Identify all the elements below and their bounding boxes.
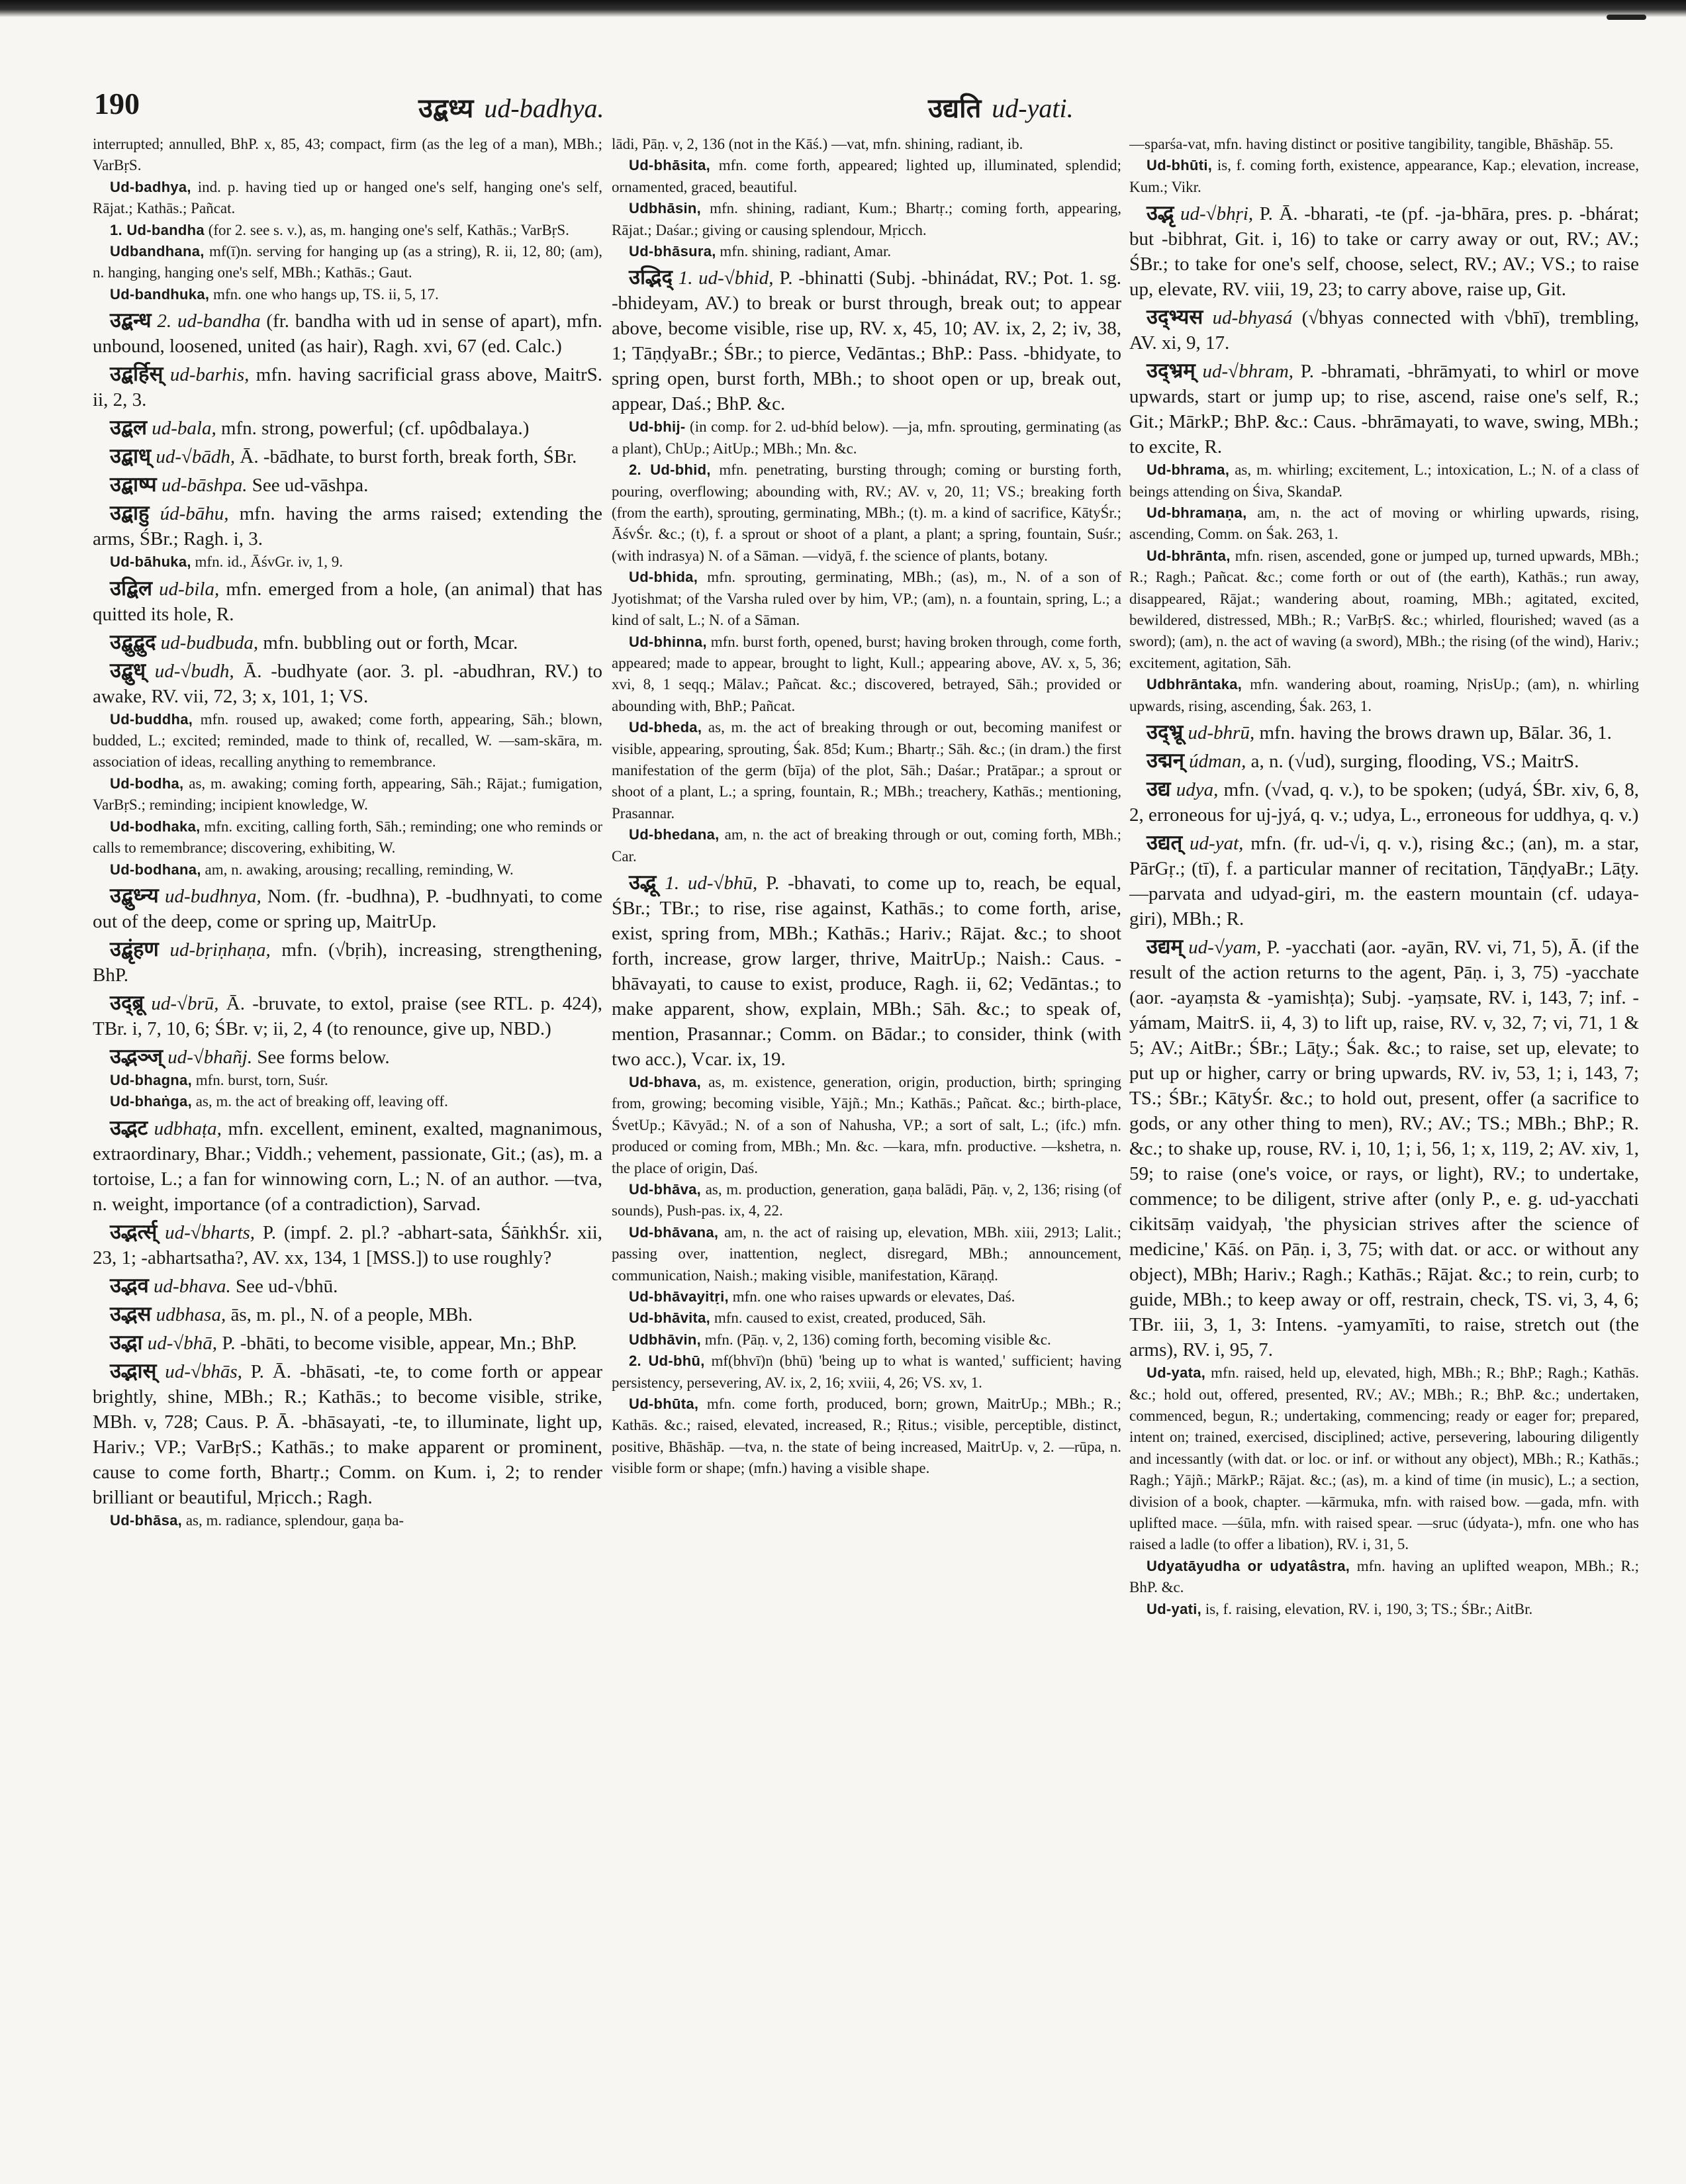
entry-definition: P. Ā. -bharati, -te (pf. -ja-bhāra, pres. p. -bhárat; but -bibhrat, Git. i, 16) to take or carry away or out, RV.; AV.; ŚBr.; to take for one's self, choose, select, RV.; AV.; VS.; to raise up, elevate, RV. viii, 19, 23; to carry above, raise up, Git. bbox=[1129, 203, 1639, 301]
dictionary-entry bbox=[93, 1510, 602, 1531]
dictionary-entry bbox=[1129, 502, 1639, 546]
entry-definition: mfn. strong, powerful; (cf. upôdbalaya.) bbox=[220, 418, 530, 440]
entry-definition: P. -bhramati, -bhrāmyati, to whirl or move upwards, start or jump up; to rise, ascend, raise one's self, R.; Git.; MārkP.; BhP. &c.: Caus. -bhrāmayati, to wave, swing, MBh.; to excite, R. bbox=[1129, 361, 1639, 458]
headword: Udyatāyudha or udyatâstra, bbox=[1147, 1557, 1350, 1574]
headword-transliteration: ud-√bhram, bbox=[1202, 361, 1294, 383]
entry-definition: Nom. (fr. -budhna), P. -budhnyati, to come out of the deep, come or spring up, MaitrUp. bbox=[93, 885, 602, 932]
headword-devanagari: उद्बुध् bbox=[110, 658, 146, 683]
column-3 bbox=[1129, 134, 1639, 2146]
headword: Ud-bheda, bbox=[629, 719, 702, 736]
running-head-left-devanagari: उद्बध्य bbox=[418, 93, 474, 124]
headword-devanagari: उद्बाध् bbox=[110, 444, 152, 469]
entry-definition: mfn. having the arms raised; extending the arms, ŚBr.; Ragh. i, 3. bbox=[93, 503, 602, 550]
dictionary-entry bbox=[612, 1072, 1121, 1179]
dictionary-entry bbox=[612, 155, 1121, 198]
running-head-right-devanagari: उद्यति bbox=[928, 93, 982, 124]
dictionary-entry bbox=[612, 134, 1121, 155]
headword-devanagari: उद्भू bbox=[629, 870, 657, 894]
dictionary-entry bbox=[1129, 358, 1639, 459]
headword: Ud-bodhaka, bbox=[110, 818, 201, 835]
headword: 2. Ud-bhid, bbox=[629, 461, 711, 479]
dictionary-entry bbox=[93, 773, 602, 816]
dictionary-entry bbox=[612, 717, 1121, 824]
entry-definition: as, m. existence, generation, origin, production, birth; springing from, growing; becoming visible, Yājñ.; Mn.; Kathās.; Pañcat. &c.; birth-place, ŚvetUp.; Kāvyād.; N. of a son of Nahusha, VP.; a sort of salt, L.; (ifc.) mfn. produced or coming from, MBh.; Mn. &c. —kara, mfn. productive. —kshetra, n. the place of origin, Daś. bbox=[612, 1073, 1121, 1176]
dictionary-entry bbox=[1129, 1556, 1639, 1599]
headword: Ud-bhāvayitṛi, bbox=[629, 1288, 729, 1306]
dictionary-entry bbox=[93, 576, 602, 627]
dictionary-entry bbox=[612, 632, 1121, 718]
headword-transliteration: udbhasa, bbox=[156, 1304, 226, 1325]
headword: Ud-bāhuka, bbox=[110, 553, 191, 571]
headword: Ud-bhāsita, bbox=[629, 157, 711, 174]
headword-devanagari: उद्भ्रम् bbox=[1147, 359, 1195, 383]
entry-definition: See ud-√bhū. bbox=[235, 1275, 338, 1297]
headword: Ud-bhāvita, bbox=[629, 1309, 711, 1327]
dictionary-entry bbox=[93, 1330, 602, 1356]
dictionary-entry bbox=[93, 177, 602, 220]
headword-devanagari: उद्बल bbox=[110, 416, 147, 440]
headword-devanagari: उद्बुद्बुद bbox=[110, 630, 156, 654]
entry-definition: P. -bhinatti (Subj. -bhinádat, RV.; Pot. 1. sg. -bhideyam, AV.) to break or burst through, break out; to appear above, become visible, rise up, RV. x, 45, 10; AV. ix, 2, 2; iv, 38, 1; TāṇḍyaBr.; ŚBr.; to pierce, Vedāntas.; BhP.: Pass. -bhidyate, to spring open, burst forth, MBh.; to shoot open or up, break out, appear, Daś.; BhP. &c. bbox=[612, 267, 1121, 415]
dictionary-entry bbox=[93, 241, 602, 284]
dictionary-entry bbox=[93, 1116, 602, 1217]
headword-transliteration: udbhaṭa, bbox=[154, 1117, 222, 1139]
entry-definition: mfn. (√bṛih), increasing, strengthening, BhP. bbox=[93, 939, 602, 986]
dictionary-entry bbox=[1129, 1599, 1639, 1620]
dictionary-entry bbox=[93, 990, 602, 1041]
headword-transliteration: ud-bhyasá bbox=[1212, 307, 1293, 329]
entry-definition: ās, m. pl., N. of a people, MBh. bbox=[230, 1304, 473, 1325]
dictionary-entry bbox=[1129, 674, 1639, 717]
entry-definition: as, m. radiance, splendour, gaṇa ba- bbox=[185, 1511, 404, 1529]
entry-definition: as, m. the act of breaking off, leaving off. bbox=[195, 1093, 448, 1110]
dictionary-entry bbox=[93, 361, 602, 412]
headword-transliteration: ud-√brū, bbox=[151, 992, 219, 1014]
entry-definition: mfn. bubbling out or forth, Mcar. bbox=[263, 632, 518, 653]
dictionary-entry bbox=[93, 1044, 602, 1070]
headword: Ud-bhaṅga, bbox=[110, 1093, 192, 1110]
headword: Ud-buddha, bbox=[110, 710, 193, 728]
headword-transliteration: 1. ud-√bhid, bbox=[678, 267, 774, 289]
headword-transliteration: úd-bāhu, bbox=[160, 503, 229, 525]
dictionary-entry bbox=[93, 630, 602, 655]
entry-definition: mfn. having the brows drawn up, Bālar. 36, 1. bbox=[1259, 722, 1612, 744]
scan-mark bbox=[1607, 15, 1646, 20]
headword: Ud-bhāvana, bbox=[629, 1223, 719, 1241]
dictionary-entry bbox=[1129, 201, 1639, 302]
headword-devanagari: उद्भृ bbox=[1147, 201, 1174, 226]
entry-definition: lādi, Pāṇ. v, 2, 136 (not in the Kāś.) —vat, mfn. shining, radiant, ib. bbox=[612, 136, 1023, 152]
entry-definition: mfn. burst, torn, Suśr. bbox=[195, 1071, 328, 1088]
headword-devanagari: उद्यत् bbox=[1147, 831, 1183, 855]
headword-devanagari: उद्मन् bbox=[1147, 749, 1184, 773]
headword-devanagari: उद्बाहु bbox=[110, 501, 150, 526]
dictionary-entry bbox=[1129, 155, 1639, 198]
entry-definition: mfn. come forth, produced, born; grown, MaitrUp.; MBh.; R.; Kathās. &c.; raised, elevated, increased, R.; Ṛitus.; visible, perceptible, distinct, positive, Bhāshāp. —tva, n. the state of being increased, MaitrUp. v, 2. —rūpa, n. visible form or shape; (mfn.) having a visible shape. bbox=[612, 1396, 1121, 1477]
headword: Ud-bhrānta, bbox=[1147, 547, 1231, 564]
headword-devanagari: उद्यम् bbox=[1147, 935, 1184, 959]
page-header bbox=[74, 81, 1616, 134]
dictionary-entry bbox=[93, 859, 602, 880]
headword-devanagari: उद्बर्हिस् bbox=[110, 362, 164, 387]
entry-definition: (in comp. for 2. ud-bhíd below). —ja, mfn. sprouting, germinating (as a plant), ChUp.; AitUp.; MBh.; Mn. &c. bbox=[612, 418, 1121, 457]
dictionary-entry bbox=[612, 1222, 1121, 1286]
entry-definition: mfn. one who raises upwards or elevates, Daś. bbox=[732, 1288, 1015, 1306]
headword: Ud-bhida, bbox=[629, 569, 698, 586]
headword-transliteration: ud-budbuda, bbox=[160, 632, 259, 653]
entry-definition: See forms below. bbox=[257, 1046, 390, 1068]
entry-definition: P. -bhāti, to become visible, appear, Mn.; BhP. bbox=[222, 1332, 577, 1354]
entry-definition: mfn. (fr. ud-√i, q. v.), rising &c.; (an), m. a star, PārGṛ.; (tī), f. a particular manner of recitation, TāṇḍyaBr.; Lāṭy. —parvata and udyad-giri, m. the eastern mountain (cf. udaya-giri), MBh.; R. bbox=[1129, 833, 1639, 930]
headword-transliteration: ud-√bhās, bbox=[165, 1360, 242, 1382]
dictionary-entry bbox=[93, 658, 602, 709]
entry-definition: mfn. roused up, awaked; come forth, appearing, Sāh.; blown, budded, L.; excited; reminded, made to think of, recalled, W. —sam-skāra, m. association of ideas, recalling anything to remembrance. bbox=[93, 710, 602, 771]
entry-definition: a, n. (√ud), surging, flooding, VS.; MaitrS. bbox=[1250, 751, 1579, 773]
entry-definition: ind. p. having tied up or hanged one's self, hanging one's self, Rājat.; Kathās.; Pañcat. bbox=[93, 178, 602, 217]
headword-devanagari: उद्भिद् bbox=[629, 265, 673, 290]
headword-transliteration: ud-√bhā, bbox=[147, 1332, 218, 1354]
headword: Ud-bhij- bbox=[629, 418, 686, 436]
headword-transliteration: ud-budhnya, bbox=[165, 885, 261, 907]
dictionary-entry bbox=[1129, 720, 1639, 745]
headword-devanagari: उद्बन्ध bbox=[110, 309, 152, 333]
dictionary-entry bbox=[93, 472, 602, 498]
headword: Udbhrāntaka, bbox=[1147, 676, 1242, 693]
dictionary-entry bbox=[612, 459, 1121, 567]
entry-definition: mf(bhvī)n (bhū) 'being up to what is wanted,' sufficient; having persistency, persevering, AV. ix, 2, 16; xviii, 4, 26; VS. xv, 1. bbox=[612, 1353, 1121, 1391]
headword-transliteration: ud-bala, bbox=[152, 418, 216, 440]
dictionary-entry bbox=[93, 1273, 602, 1299]
dictionary-entry bbox=[93, 1302, 602, 1327]
dictionary-entry bbox=[612, 567, 1121, 631]
headword: Ud-bhedana, bbox=[629, 826, 720, 843]
dictionary-entry bbox=[93, 1219, 602, 1270]
entry-definition: See ud-vāshpa. bbox=[252, 475, 369, 497]
dictionary-entry bbox=[93, 709, 602, 773]
page-number: 190 bbox=[94, 87, 140, 120]
dictionary-entry bbox=[93, 937, 602, 988]
entry-definition: mfn. shining, radiant, Kum.; Bhartṛ.; coming forth, appearing, Rājat.; Daśar.; giving or causing splendour, Mṛicch. bbox=[612, 200, 1121, 238]
headword: Ud-bhagna, bbox=[110, 1071, 192, 1088]
dictionary-entry bbox=[93, 883, 602, 934]
entry-definition: P. -bhavati, to come up to, reach, be equal, ŚBr.; TBr.; to rise, rise against, Kathās.; to come forth, arise, exist, spring from, MBh.; Kathās.; Hariv.; Rājat. &c.; to shoot forth, increase, grow larger, thrive, MaitrUp.; Naish.: Caus. -bhāvayati, to cause to exist, produce, Ragh. ii, 62; Vedāntas.; to make apparent, show, explain, MBh.; Sāh. &c.; to speak of, mention, Prasannar.; Comm. on Bādar.; to consider, think (with two acc.), Vcar. ix, 19. bbox=[612, 872, 1121, 1070]
entry-definition: mfn. exciting, calling forth, Sāh.; reminding; one who reminds or calls to remembrance; discovering, exhibiting, W. bbox=[93, 818, 602, 857]
headword-devanagari: उद्ब्रू bbox=[110, 990, 144, 1015]
headword: Ud-yata, bbox=[1147, 1364, 1206, 1382]
entry-definition: mfn. burst forth, opened, burst; having broken through, come forth, appeared; made to appear, brought to light, Kull.; appearing above, AV. x, 5, 36; xvi, 8, 1 seqq.; Mālav.; Pañcat. &c.; discovered, betrayed, Sāh.; provided or abounding with, BhP.; Pañcat. bbox=[612, 633, 1121, 714]
entry-definition: (√bhyas connected with √bhī), trembling, AV. xi, 9, 17. bbox=[1129, 307, 1639, 354]
entry-definition: mfn. come forth, appeared; lighted up, illuminated, splendid; ornamented, graced, beautiful. bbox=[612, 157, 1121, 195]
dictionary-entry bbox=[1129, 459, 1639, 502]
dictionary-entry bbox=[612, 265, 1121, 416]
headword-transliteration: ud-√bharts, bbox=[165, 1221, 256, 1243]
headword-devanagari: उद्भर्त्स् bbox=[110, 1219, 158, 1244]
entry-definition: mfn. (Pāṇ. v, 2, 136) coming forth, becoming visible &c. bbox=[704, 1331, 1051, 1348]
entry-definition: as, m. whirling; excitement, L.; intoxication, L.; N. of a class of beings attending on Śiva, SkandaP. bbox=[1129, 461, 1639, 500]
dictionary-entry bbox=[93, 1070, 602, 1091]
dictionary-entry bbox=[612, 1307, 1121, 1329]
dictionary-entry bbox=[93, 284, 602, 305]
headword-transliteration: 1. ud-√bhū, bbox=[665, 872, 758, 894]
entry-definition: am, n. the act of moving or whirling upwards, rising, ascending, Comm. on Śak. 263, 1. bbox=[1129, 504, 1639, 543]
entry-definition: mfn. excellent, eminent, exalted, magnanimous, extraordinary, Bhar.; Viddh.; vehement, passionate, Git.; (as), m. a tortoise, L.; a fan for winnowing corn, L.; N. of an author. —tva, n. weight, importance (of a contradiction), Sarvad. bbox=[93, 1117, 602, 1215]
dictionary-entry bbox=[612, 416, 1121, 459]
headword: Ud-bhāsura, bbox=[629, 243, 716, 260]
headword-transliteration: 2. ud-bandha bbox=[157, 310, 261, 332]
headword-devanagari: उद्भ्रू bbox=[1147, 720, 1184, 745]
dictionary-entry bbox=[612, 241, 1121, 262]
running-head-right-text: ud-yati. bbox=[992, 93, 1074, 123]
headword: Ud-bhrama, bbox=[1147, 461, 1230, 479]
dictionary-entry bbox=[612, 1351, 1121, 1394]
headword-transliteration: ud-√yam, bbox=[1188, 937, 1262, 959]
headword: Udbhāvin, bbox=[629, 1331, 702, 1348]
dictionary-entry bbox=[612, 824, 1121, 867]
dictionary-entry bbox=[1129, 777, 1639, 828]
entry-definition: am, n. awaking, arousing; recalling, reminding, W. bbox=[205, 861, 514, 878]
headword: Ud-bhramaṇa, bbox=[1147, 504, 1247, 522]
entry-definition: P. Ā. -bhāsati, -te, to come forth or appear brightly, shine, MBh.; R.; Kathās.; to become visible, strike, MBh. v, 728; Caus. P. Ā. -bhāsayati, -te, to illuminate, light up, Hariv.; VP.; VarBṛS.; Kathās.; to make apparent or prominent, cause to come forth, Bhartṛ.; Comm. on Kum. i, 2; to render brilliant or beautiful, Mṛicch.; Ragh. bbox=[93, 1360, 602, 1508]
headword-devanagari: उद्भट bbox=[110, 1116, 148, 1140]
entry-definition: is, f. raising, elevation, RV. i, 190, 3; TS.; ŚBr.; AitBr. bbox=[1205, 1600, 1533, 1617]
entry-definition: as, m. production, generation, gaṇa balādi, Pāṇ. v, 2, 136; rising (of sounds), Push-pas. ix, 4, 22. bbox=[612, 1181, 1121, 1219]
dictionary-entry bbox=[612, 1329, 1121, 1351]
dictionary-entry bbox=[1129, 1362, 1639, 1556]
dictionary-entry bbox=[612, 1286, 1121, 1307]
running-head-left-text: ud-badhya. bbox=[484, 93, 604, 123]
entry-definition: Ā. -bādhate, to burst forth, break forth, ŚBr. bbox=[240, 446, 577, 468]
dictionary-entry bbox=[1129, 748, 1639, 774]
headword: Ud-bodha, bbox=[110, 775, 184, 792]
dictionary-entry bbox=[1129, 305, 1639, 356]
dictionary-entry bbox=[1129, 830, 1639, 931]
headword-devanagari: उद्भास् bbox=[110, 1358, 157, 1383]
headword-transliteration: ud-bila, bbox=[159, 578, 220, 600]
dictionary-entry bbox=[93, 444, 602, 469]
running-head-left bbox=[418, 89, 604, 125]
headword-devanagari: उद्भस bbox=[110, 1302, 152, 1326]
dictionary-entry bbox=[93, 1358, 602, 1510]
column-2 bbox=[612, 134, 1121, 2146]
entry-definition: mfn. having sacrificial grass above, MaitrS. ii, 2, 3. bbox=[93, 364, 602, 411]
headword: Ud-bhūta, bbox=[629, 1396, 699, 1413]
entry-definition: Ā. -bruvate, to extol, praise (see RTL. p. 424), TBr. i, 7, 10, 6; ŚBr. v; ii, 2, 4 (to renounce, give up, NBD.) bbox=[93, 992, 602, 1039]
running-head-right bbox=[928, 89, 1074, 125]
dictionary-entry bbox=[1129, 934, 1639, 1362]
dictionary-entry bbox=[93, 134, 602, 177]
headword-transliteration: ud-barhis, bbox=[169, 364, 250, 386]
dictionary-entry bbox=[1129, 546, 1639, 674]
headword: Udbandhana, bbox=[110, 243, 205, 260]
dictionary-entry bbox=[1129, 134, 1639, 155]
headword-devanagari: उद्बाष्प bbox=[110, 473, 157, 497]
entry-definition: mfn. emerged from a hole, (an animal) that has quitted its hole, R. bbox=[93, 578, 602, 625]
dictionary-entry bbox=[93, 220, 602, 241]
entry-definition: mfn. shining, radiant, Amar. bbox=[720, 243, 892, 260]
dictionary-entry bbox=[93, 415, 602, 441]
entry-definition: am, n. the act of raising up, elevation, MBh. xiii, 2913; Lalit.; passing over, inattention, neglect, disregard, MBh.; announcement, communication, Naish.; making visible, manifestation, Kāraṇḍ. bbox=[612, 1223, 1121, 1284]
entry-definition: mfn. risen, ascended, gone or jumped up, turned upwards, MBh.; R.; Ragh.; Pañcat. &c.; come forth or out of (the earth), Kathās.; run away, disappeared, Rājat.; wandering about, roaming, MBh.; agitated, excited, bewildered, distressed, MBh.; R.; VarBṛS. &c.; whirled, flourished; waved (as a sword); (am), n. the act of waving (a sword), MBh.; the rising (of the wind), Hariv.; excitement, agitation, Sāh. bbox=[1129, 547, 1639, 671]
headword: Ud-bhūti, bbox=[1147, 157, 1213, 174]
headword-devanagari: उद्य bbox=[1147, 777, 1171, 802]
headword-transliteration: ud-bhava. bbox=[153, 1275, 231, 1297]
entry-definition: mfn. wandering about, roaming, NṛisUp.; (am), n. whirling upwards, rising, ascending, Śak. 263, 1. bbox=[1129, 676, 1639, 714]
entry-definition: mfn. sprouting, germinating, MBh.; (as), m., N. of a son of Jyotishmat; of the Varsha ruled over by him, VP.; (am), n. a fountain, spring, L.; a kind of salt, L.; N. of a Sāman. bbox=[612, 569, 1121, 629]
dictionary-entry bbox=[612, 198, 1121, 241]
headword: Ud-bhava, bbox=[629, 1073, 702, 1090]
entry-definition: is, f. coming forth, existence, appearance, Kap.; elevation, increase, Kum.; Vikr. bbox=[1129, 157, 1639, 195]
headword: Ud-bhāva, bbox=[629, 1181, 702, 1198]
entry-definition: as, m. the act of breaking through or out, becoming manifest or visible, appearing, sprouting, Śak. 85d; Kum.; Bhartṛ.; Sāh. &c.; (in dram.) the first manifestation of the germ (bīja) of the plot, Sāh.; Daśar.; Pratāpar.; a sprout or shoot of a plant, L.; a spring, fountain, R.; MBh.; treachery, Kathās.; mentioning, Prasannar. bbox=[612, 719, 1121, 822]
entry-definition: mfn. (√vad, q. v.), to be spoken; (udyá, ŚBr. xiv, 6, 8, 2, erroneous for uj-jyá, q. v.; udya, L., erroneous for uddhya, q. v.) bbox=[1129, 779, 1639, 826]
entry-definition: —sparśa-vat, mfn. having distinct or positive tangibility, tangible, Bhāshāp. 55. bbox=[1129, 136, 1614, 152]
headword: 1. Ud-bandha bbox=[110, 221, 205, 238]
headword: Ud-bodhana, bbox=[110, 861, 201, 878]
headword-devanagari: उद्बिल bbox=[110, 576, 153, 600]
headword: Ud-badhya, bbox=[110, 178, 191, 195]
headword-devanagari: उद्भा bbox=[110, 1330, 143, 1354]
entry-definition: P. -yacchati (aor. -ayān, RV. vi, 71, 5), Ā. (if the result of the action returns to the agent, Pāṇ. i, 3, 75) -yacchate (aor. -ayaṃsta & -yamishṭa); Subj. -yaṃsate, RV. i, 143, 7; inf. -yámam, MaitrS. ii, 4, 3) to lift up, raise, RV. v, 32, 7; vi, 71, 1 & 5; AV.; AitBr.; ŚBr.; Lāṭy.; Śak. &c.; to raise, set up, elevate; to put up or higher, carry or bring upwards, RV. iv, 53, 1; i, 143, 7; TS.; ŚBr.; KātyŚr. &c.; to hold out, present, offer (a sacrifice to gods, or any other thing to men), RV.; AV.; TS.; MBh.; BhP.; R. &c.; to shake up, rouse, RV. i, 10, 1; i, 56, 1; x, 119, 2; AV. xiv, 1, 59; to raise (one's voice, or rays, or light), RV.; to undertake, commence; to be diligent, strive after (only P., e. g. ud-yacchati cikitsāṃ vaidyaḥ, 'the physician strives after the science of medicine,' Kāś. on Pāṇ. i, 3, 75; with dat. or acc. or without any object), MBh; Hariv.; Ragh.; Kathās.; Rājat. &c.; to rein, curb; to guide, MBh.; to keep away or off, restrain, check, TS. vi, 3, 4, 6; TBr. iii, 3, 1, 3: Intens. -yamyamīti, to raise, stretch out (the arms), RV. i, 95, 7. bbox=[1129, 937, 1639, 1361]
headword: Ud-bandhuka, bbox=[110, 285, 210, 303]
headword: Ud-bhinna, bbox=[629, 633, 707, 650]
dictionary-entry bbox=[93, 308, 602, 359]
entry-definition: interrupted; annulled, BhP. x, 85, 43; compact, firm (as the leg of a man), MBh.; VarBṛS. bbox=[93, 136, 602, 174]
entry-definition: am, n. the act of breaking through or out, coming forth, MBh.; Car. bbox=[612, 826, 1121, 865]
headword: 2. Ud-bhū, bbox=[629, 1353, 705, 1370]
headword-devanagari: उद्बुध्न्य bbox=[110, 883, 159, 908]
headword-transliteration: ud-√bhṛi, bbox=[1180, 203, 1254, 225]
entry-definition: mfn. caused to exist, created, produced, Sāh. bbox=[714, 1309, 986, 1327]
headword-devanagari: उद्भ्यस bbox=[1147, 305, 1203, 330]
headword-transliteration: ud-bhrū, bbox=[1188, 722, 1255, 744]
dictionary-entry bbox=[612, 1179, 1121, 1222]
headword-transliteration: ud-√budh, bbox=[154, 660, 234, 682]
entry-definition: Ā. -budhyate (aor. 3. pl. -abudhran, RV.) to awake, RV. vii, 72, 3; x, 101, 1; VS. bbox=[93, 660, 602, 707]
entry-definition: mfn. id., ĀśvGr. iv, 1, 9. bbox=[195, 553, 343, 571]
headword-transliteration: ud-yat, bbox=[1190, 833, 1244, 855]
entry-definition: mfn. penetrating, bursting through; coming or bursting forth, pouring, overflowing; abounding with, RV.; AV. v, 20, 11; VS.; breaking forth (from the earth), sprouting, germinating, MBh.; (t). m. a kind of sacrifice, KātyŚr.; ĀśvŚr. &c.; (t), f. a sprout or shoot of a plant, a plant; a spring, fountain, Suśr.; (with indrasya) N. of a Sāman. —vidyā, f. the science of plants, botany. bbox=[612, 461, 1121, 564]
dictionary-entry bbox=[612, 870, 1121, 1072]
headword: Ud-yati, bbox=[1147, 1600, 1202, 1617]
headword-transliteration: udya, bbox=[1176, 779, 1219, 801]
dictionary-entry bbox=[93, 500, 602, 551]
entry-definition: mf(ī)n. serving for hanging up (as a string), R. ii, 12, 80; (am), n. hanging, hanging one's self, MBh.; Kathās.; Gaut. bbox=[93, 243, 602, 281]
entry-definition: (fr. bandha with ud in sense of apart), mfn. unbound, loosened, united (as hair), Ragh. xvi, 67 (ed. Calc.) bbox=[93, 310, 602, 357]
headword-devanagari: उद्बृंहण bbox=[110, 937, 159, 961]
headword-transliteration: ud-bāshpa. bbox=[161, 475, 248, 497]
headword-transliteration: údman, bbox=[1189, 751, 1246, 773]
headword: Ud-bhāsa, bbox=[110, 1511, 183, 1529]
entry-definition: (for 2. see s. v.), as, m. hanging one's self, Kathās.; VarBṛS. bbox=[208, 221, 569, 238]
dictionary-entry bbox=[93, 551, 602, 573]
entry-definition: P. (impf. 2. pl.? -abhart-sata, ŚāṅkhŚr. xii, 23, 1; -abhartsatha?, AV. xx, 134, 1 [MSS.]) to use roughly? bbox=[93, 1221, 602, 1268]
dictionary-entry bbox=[93, 816, 602, 859]
dictionary-entry bbox=[612, 1394, 1121, 1480]
headword-transliteration: ud-bṛiṇhaṇa, bbox=[169, 939, 271, 961]
headword-devanagari: उद्भञ्ज् bbox=[110, 1044, 163, 1068]
headword-transliteration: ud-√bādh, bbox=[156, 446, 236, 468]
entry-definition: as, m. awaking; coming forth, appearing, Sāh.; Rājat.; fumigation, VarBṛS.; reminding; incipient knowledge, W. bbox=[93, 775, 602, 814]
entry-definition: mfn. having an uplifted weapon, MBh.; R.; BhP. &c. bbox=[1129, 1557, 1639, 1596]
entry-definition: mfn. one who hangs up, TS. ii, 5, 17. bbox=[213, 285, 439, 303]
scan-top-edge bbox=[0, 0, 1686, 17]
headword-transliteration: ud-√bhañj. bbox=[167, 1046, 253, 1068]
dictionary-entry bbox=[93, 1091, 602, 1112]
entry-definition: mfn. raised, held up, elevated, high, MBh.; R.; BhP.; Ragh.; Kathās. &c.; hold out, offered, presented, RV.; AV.; MBh.; R.; BhP. &c.; undertaken, commenced, begun, R.; undertaking, commencing; ready or eager for; prepared, intent on; trained, exercised, disciplined; active, persevering, labouring diligently and incessantly (with dat. or loc. or inf. or without any object), MBh.; R.; Kathās.; Ragh.; Yājñ.; MārkP.; Rājat. &c.; (as), m. a kind of time (in music), L.; a section, division of a book, chapter. —kārmuka, mfn. with raised bow. —gada, mfn. with uplifted mace. —śūla, mfn. with raised spear. —sruc (údyata-), mfn. one who has raised a ladle (to offer a libation), RV. i, 31, 5. bbox=[1129, 1364, 1639, 1553]
column-1 bbox=[93, 134, 602, 2146]
headword-devanagari: उद्भव bbox=[110, 1273, 149, 1298]
headword: Udbhāsin, bbox=[629, 200, 702, 217]
